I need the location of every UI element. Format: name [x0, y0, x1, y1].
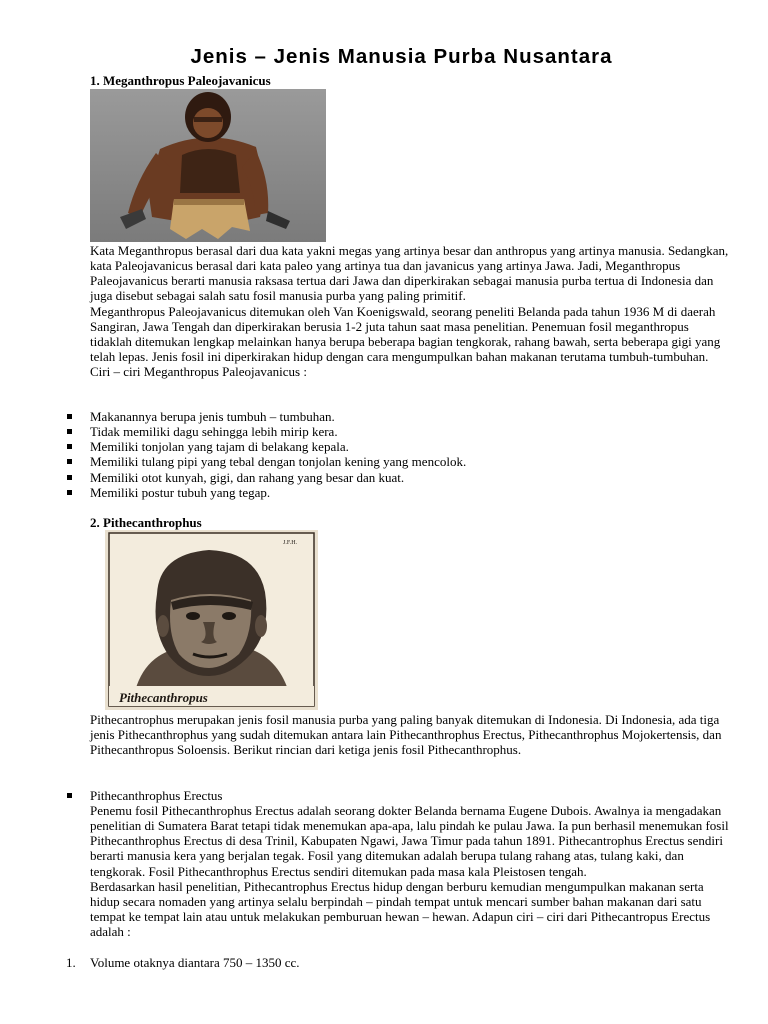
meganthropus-description: [90, 243, 730, 379]
pithecanthrophus-subtypes-list: [90, 788, 730, 803]
list-item: [66, 955, 300, 970]
pithecanthrophus-erectus-description: [90, 803, 730, 939]
section-heading-pithecanthrophus: 2. Pithecanthrophus: [90, 515, 202, 530]
paragraph: Pithecantrophus merupakan jenis fosil manusia purba yang paling banyak ditemukan di Indonesia. Di Indonesia, ada tiga jenis Pithecanthrophus yang sudah ditemukan antara lain Pithecanthrophus Erectus, Pithecanthrophus Mojokertensis, dan Pithecanthropus Soloensis. Berikut rincian dari ketiga jenis fosil Pithecanthrophus.: [90, 712, 722, 758]
pithecanthropus-portrait-illustration: [105, 530, 318, 710]
paragraph: Kata Meganthropus berasal dari dua kata yakni megas yang artinya besar dan anthropus yang artinya manusia. Sedangkan, kata Paleojavanicus berasal dari kata paleo yang artinya tua dan javanicus yang artinya Jawa. Jadi, Meganthropus Paleojavanicus berarti manusia raksasa tertua dari Jawa dan diperkirakan sebagai manusia purba tertua di Indonesia dan juga disebut sebagai salah satu fosil manusia purba yang paling primitif.: [90, 243, 729, 304]
list-item: Tidak memiliki dagu sehingga lebih mirip kera.: [90, 424, 730, 439]
paragraph: Meganthropus Paleojavanicus ditemukan oleh Van Koenigswald, seorang peneliti Belanda pada tahun 1936 M di daerah Sangiran, Jawa Tengah dan diperkirakan berusia 1-2 juta tahun saat masa penelitian. Penemuan fosil meganthropus tidaklah ditemukan lengkap melainkan hanya berupa beberapa bagian tengkorak, rahang bawah, serta beberapa gigi yang telah lepas. Jenis fosil ini diperkirakan hidup dengan cara mengumpulkan bahan makanan terutama tumbuh-tumbuhan.: [90, 303, 721, 365]
list-item-subtype: [90, 788, 730, 803]
paragraph: Ciri – ciri Meganthropus Paleojavanicus :: [90, 364, 307, 380]
paragraph: Penemu fosil Pithecanthrophus Erectus adalah seorang dokter Belanda bernama Eugene Dubois. Awalnya ia mengadakan penelitian di Sumatera Barat tetapi tidak menemukan apa-apa, lalu pindah ke pulau Jawa. Ia pun berhasil menemukan fosil Pithecanthrophus Erectus di desa Trinil, Kabupaten Ngawi, Jawa Timur pada tahun 1891. Pithecantrophus Erectus sendiri berarti manusia kera yang berjalan tegak. Fosil yang ditemukan adalah berupa tulang rahang atas, tulang kaki, dan tengkorak. Fosil Pithecanthrophus Erectus sendiri ditemukan pada masa kala Pleistosen tengah.: [90, 803, 729, 879]
list-item-number: 1.: [66, 955, 76, 970]
artist-signature: J.F.H.: [283, 540, 298, 546]
pithecanthropus-image: [105, 530, 318, 710]
page-title: Jenis – Jenis Manusia Purba Nusantara: [190, 45, 613, 68]
list-item: Memiliki tulang pipi yang tebal dengan tonjolan kening yang mencolok.: [90, 454, 730, 469]
meganthropus-figure-illustration: [90, 89, 326, 242]
pithecanthropus-caption: Pithecanthropus: [119, 690, 208, 705]
subtype-name: Pithecanthrophus Erectus: [90, 788, 223, 803]
list-item: Memiliki otot kunyah, gigi, dan rahang yang besar dan kuat.: [90, 470, 730, 485]
list-item-text: Volume otaknya diantara 750 – 1350 cc.: [90, 955, 300, 970]
pithecanthrophus-erectus-traits-list: [66, 955, 300, 970]
paragraph: Berdasarkan hasil penelitian, Pithecantrophus Erectus hidup dengan berburu kemudian mengumpulkan makanan serta hidup secara nomaden yang artinya selalu berpindah – pindah tempat untuk mencari sumber bahan makanan dari satu tempat ke tempat lain atau untuk melakukan pemburuan hewan – hewan. Adapun ciri – ciri dari Pithecantropus Erectus adalah :: [90, 878, 711, 940]
pithecanthrophus-intro: [90, 712, 730, 757]
meganthropus-image: [90, 89, 326, 242]
meganthropus-traits-list: [90, 409, 730, 500]
list-item: Makanannya berupa jenis tumbuh – tumbuhan.: [90, 409, 730, 424]
section-heading-meganthropus: 1. Meganthropus Paleojavanicus: [90, 73, 271, 88]
list-item: Memiliki postur tubuh yang tegap.: [90, 485, 730, 500]
list-item: Memiliki tonjolan yang tajam di belakang kepala.: [90, 439, 730, 454]
